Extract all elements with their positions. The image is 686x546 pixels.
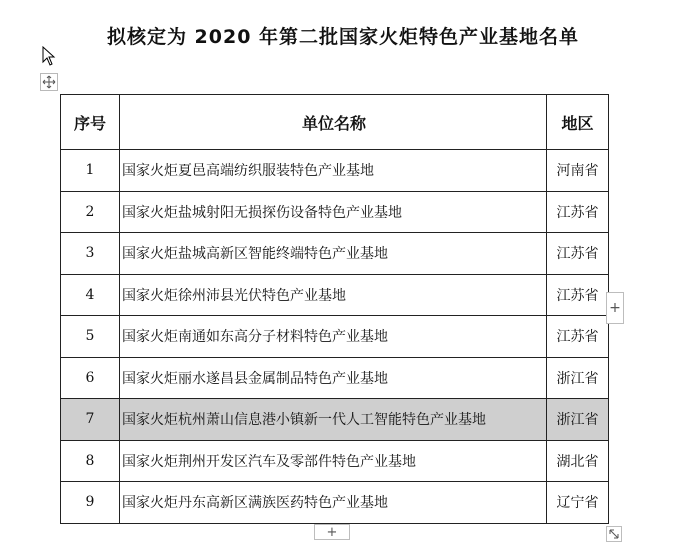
cell-name[interactable]: 国家火炬荆州开发区汽车及零部件特色产业基地 — [120, 440, 547, 482]
table-row-selected — [61, 399, 609, 441]
cell-name[interactable]: 国家火炬徐州沛县光伏特色产业基地 — [120, 274, 547, 316]
cell-region[interactable]: 浙江省 — [547, 357, 609, 399]
cell-name[interactable]: 国家火炬夏邑高端纺织服装特色产业基地 — [120, 150, 547, 192]
cell-no[interactable]: 6 — [61, 357, 120, 399]
cell-name[interactable]: 国家火炬盐城高新区智能终端特色产业基地 — [120, 233, 547, 275]
add-row-button[interactable]: + — [314, 524, 350, 540]
cell-name[interactable]: 国家火炬盐城射阳无损探伤设备特色产业基地 — [120, 191, 547, 233]
cell-name[interactable]: 国家火炬南通如东高分子材料特色产业基地 — [120, 316, 547, 358]
table-resize-handle[interactable] — [606, 526, 622, 542]
cell-no[interactable]: 8 — [61, 440, 120, 482]
cell-region[interactable]: 浙江省 — [547, 399, 609, 441]
cell-region[interactable]: 湖北省 — [547, 440, 609, 482]
table-row — [61, 316, 609, 358]
table-row — [61, 274, 609, 316]
cell-region[interactable]: 江苏省 — [547, 191, 609, 233]
table-row — [61, 191, 609, 233]
cell-no[interactable]: 9 — [61, 482, 120, 524]
cell-no[interactable]: 3 — [61, 233, 120, 275]
cell-region[interactable]: 江苏省 — [547, 274, 609, 316]
document-title: 拟核定为 2020 年第二批国家火炬特色产业基地名单 — [106, 26, 580, 48]
cell-region[interactable]: 江苏省 — [547, 233, 609, 275]
cell-name[interactable]: 国家火炬丹东高新区满族医药特色产业基地 — [120, 482, 547, 524]
add-column-button[interactable]: + — [606, 292, 624, 324]
move-cross-icon — [42, 75, 56, 89]
cell-region[interactable]: 辽宁省 — [547, 482, 609, 524]
cell-no[interactable]: 1 — [61, 150, 120, 192]
table-row — [61, 233, 609, 275]
table-row — [61, 482, 609, 524]
cell-no[interactable]: 4 — [61, 274, 120, 316]
table-row — [61, 440, 609, 482]
mouse-pointer-icon — [42, 46, 56, 66]
cell-no[interactable]: 2 — [61, 191, 120, 233]
cell-region[interactable]: 河南省 — [547, 150, 609, 192]
cell-region[interactable]: 江苏省 — [547, 316, 609, 358]
table-row — [61, 357, 609, 399]
cell-no[interactable]: 5 — [61, 316, 120, 358]
resize-diagonal-icon — [608, 528, 620, 540]
table-move-handle[interactable] — [40, 73, 58, 91]
base-list-table — [60, 94, 609, 524]
header-no[interactable]: 序号 — [61, 95, 120, 150]
cell-name[interactable]: 国家火炬丽水遂昌县金属制品特色产业基地 — [120, 357, 547, 399]
header-name[interactable]: 单位名称 — [120, 95, 547, 150]
cell-no[interactable]: 7 — [61, 399, 120, 441]
header-region[interactable]: 地区 — [547, 95, 609, 150]
table-row — [61, 150, 609, 192]
table-header-row — [61, 95, 609, 150]
cell-name[interactable]: 国家火炬杭州萧山信息港小镇新一代人工智能特色产业基地 — [120, 399, 547, 441]
